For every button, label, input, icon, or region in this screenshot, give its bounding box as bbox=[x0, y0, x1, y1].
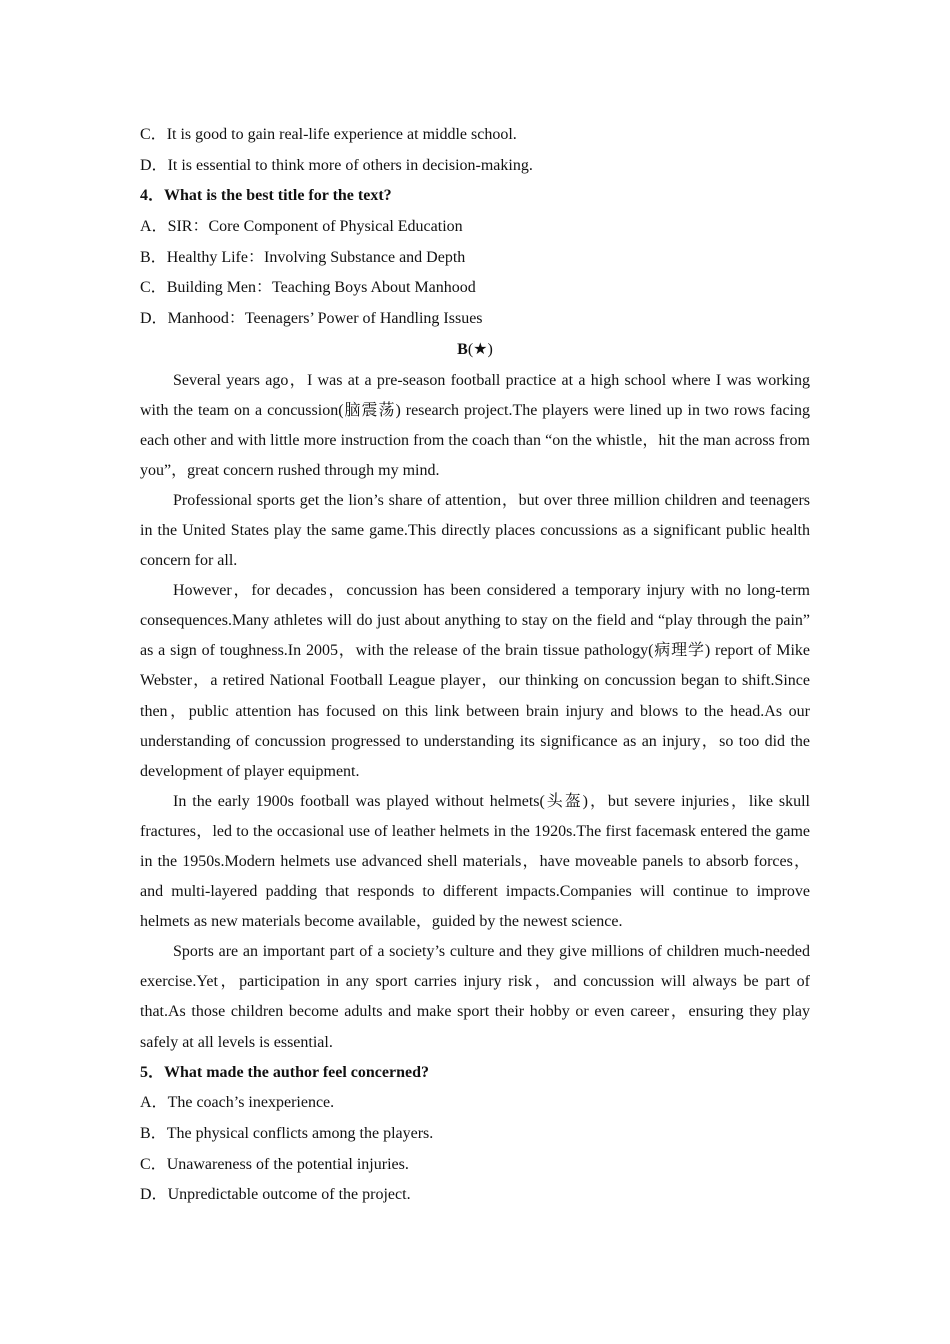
option-text: It is essential to think more of others in decision-making. bbox=[167, 156, 533, 174]
option-label: C． bbox=[140, 1155, 167, 1173]
option-label: B． bbox=[140, 248, 167, 266]
q4-stem: 4．What is the best title for the text? bbox=[140, 187, 392, 205]
q5-option-d bbox=[140, 1180, 810, 1211]
option-text: SIR：Core Component of Physical Education bbox=[167, 218, 463, 236]
passage-paragraph-4: In the early 1900s football was played without helmets(头盔)，but severe injuries，like skull fractures，led to the occasional use of leather helmets in the 1920s.The first facemask entered the game in the 1950s.Modern helmets use advanced shell materials，have moveable panels to absorb forces，and multi-layered padding that responds to different impacts.Companies will continue to improve helmets as new materials become available，guided by the newest science. bbox=[140, 792, 810, 931]
option-label: D． bbox=[140, 156, 168, 174]
q3-option-d bbox=[140, 151, 810, 182]
option-text: Healthy Life：Involving Substance and Depth bbox=[166, 248, 466, 266]
q4-option-d bbox=[140, 304, 810, 335]
q3-option-c bbox=[140, 120, 810, 151]
option-label: C． bbox=[140, 279, 167, 297]
option-text: The coach’s inexperience. bbox=[167, 1094, 335, 1112]
option-text: The physical conflicts among the players. bbox=[166, 1125, 434, 1143]
option-label: D． bbox=[140, 310, 168, 328]
q5-option-b bbox=[140, 1119, 810, 1150]
section-heading bbox=[140, 335, 810, 366]
option-label: A． bbox=[140, 218, 168, 236]
q5-stem: 5．What made the author feel concerned? bbox=[140, 1063, 430, 1081]
passage-paragraph-5: Sports are an important part of a society’s culture and they give millions of children much-needed exercise.Yet，participation in any sport carries injury risk，and concussion will always be part of that.As those children become adults and make sport their hobby or even career，ensuring they play safely at all levels is essential. bbox=[140, 943, 810, 1051]
option-text: Building Men：Teaching Boys About Manhood bbox=[166, 279, 476, 297]
q4-option-b bbox=[140, 243, 810, 274]
document-page bbox=[140, 120, 810, 1211]
section-star-mark: (★) bbox=[467, 340, 493, 358]
option-label: A． bbox=[140, 1094, 168, 1112]
passage-paragraph-2: Professional sports get the lion’s share of attention，but over three million children and teenagers in the United States play the same game.This directly places concussions as a significant public health concern for all. bbox=[140, 491, 810, 570]
q5-option-c bbox=[140, 1150, 810, 1181]
option-text: Unpredictable outcome of the project. bbox=[167, 1186, 411, 1204]
passage-paragraph-3: However，for decades，concussion has been considered a temporary injury with no long-term consequences.Many athletes will do just about anything to stay on the field and “play through the pain” as a sign of toughness.In 2005，with the release of the brain tissue pathology(病理学) report of Mike Webster，a retired National Football League player，our thinking on concussion began to shift.Since then，public attention has focused on this link between brain injury and blows to the head.As our understanding of concussion progressed to understanding its significance as an injury，so too did the development of player equipment. bbox=[140, 582, 810, 780]
option-label: B． bbox=[140, 1125, 167, 1143]
q5-option-a bbox=[140, 1088, 810, 1119]
option-label: D． bbox=[140, 1186, 168, 1204]
option-text: It is good to gain real-life experience at middle school. bbox=[166, 126, 517, 143]
q4-option-c bbox=[140, 273, 810, 304]
option-text: Unawareness of the potential injuries. bbox=[166, 1155, 409, 1173]
option-text: Manhood：Teenagers’ Power of Handling Issues bbox=[167, 310, 483, 328]
q4-option-a bbox=[140, 212, 810, 243]
passage-paragraph-1: Several years ago，I was at a pre-season football practice at a high school where I was working with the team on a concussion(脑震荡) research project.The players were lined up in two rows facing each other and with little more instruction from the coach than “on the whistle，hit the man across from you”，great concern rushed through my mind. bbox=[140, 371, 810, 479]
option-label: C． bbox=[140, 126, 167, 143]
section-letter: B bbox=[457, 340, 468, 358]
